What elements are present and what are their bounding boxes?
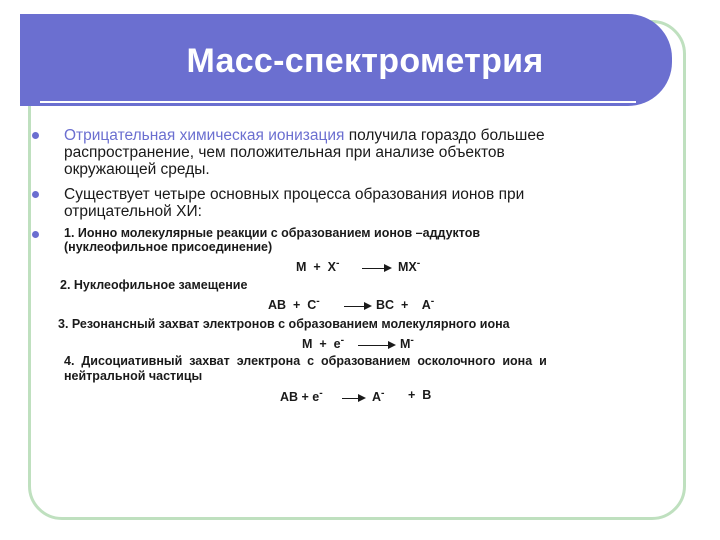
paragraph-1-line-2: распространение, чем положительная при анализе объектов <box>64 144 505 161</box>
process-4-line-1: 4. Дисоциативный захват электрона с образованием осколочного иона и <box>64 354 547 368</box>
equation-4-mid: A- <box>372 388 385 405</box>
title-underline <box>40 101 636 103</box>
slide-title: Масс-спектрометрия <box>186 42 544 80</box>
process-1-line-2: (нуклеофильное присоединение) <box>64 240 273 254</box>
equation-4-right: + B <box>408 388 432 402</box>
equation-2-arrow <box>344 306 370 307</box>
equation-3-arrow <box>358 345 394 346</box>
process-3: 3. Резонансный захват электронов с образованием молекулярного иона <box>58 317 510 331</box>
equation-4-left: AB + e- <box>280 388 323 405</box>
bullet-2 <box>32 191 39 198</box>
equation-2-right: BC + A- <box>376 296 435 313</box>
bullet-1 <box>32 132 39 139</box>
title-banner <box>20 14 672 106</box>
paragraph-1-line-1: Отрицательная химическая ионизация получила гораздо большее <box>64 127 545 144</box>
bullet-3 <box>32 231 39 238</box>
equation-3-left: M + e- <box>302 335 345 352</box>
equation-3-right: M- <box>400 335 414 352</box>
equation-1-right: MX- <box>398 258 421 275</box>
equation-4-arrow <box>342 398 364 399</box>
process-4-line-2: нейтральной частицы <box>64 369 203 383</box>
equation-2-left: AB + C- <box>268 296 320 313</box>
paragraph-2-line-2: отрицательной ХИ: <box>64 203 202 220</box>
equation-1-arrow <box>362 268 390 269</box>
paragraph-1-line-3: окружающей среды. <box>64 161 210 178</box>
paragraph-2-line-1: Существует четыре основных процесса образования ионов при <box>64 186 525 203</box>
process-2: 2. Нуклеофильное замещение <box>60 278 248 292</box>
highlight-term: Отрицательная химическая ионизация <box>64 127 345 144</box>
equation-1-left: M + X- <box>296 258 340 275</box>
process-1-line-1: 1. Ионно молекулярные реакции с образованием ионов –аддуктов <box>64 226 481 240</box>
